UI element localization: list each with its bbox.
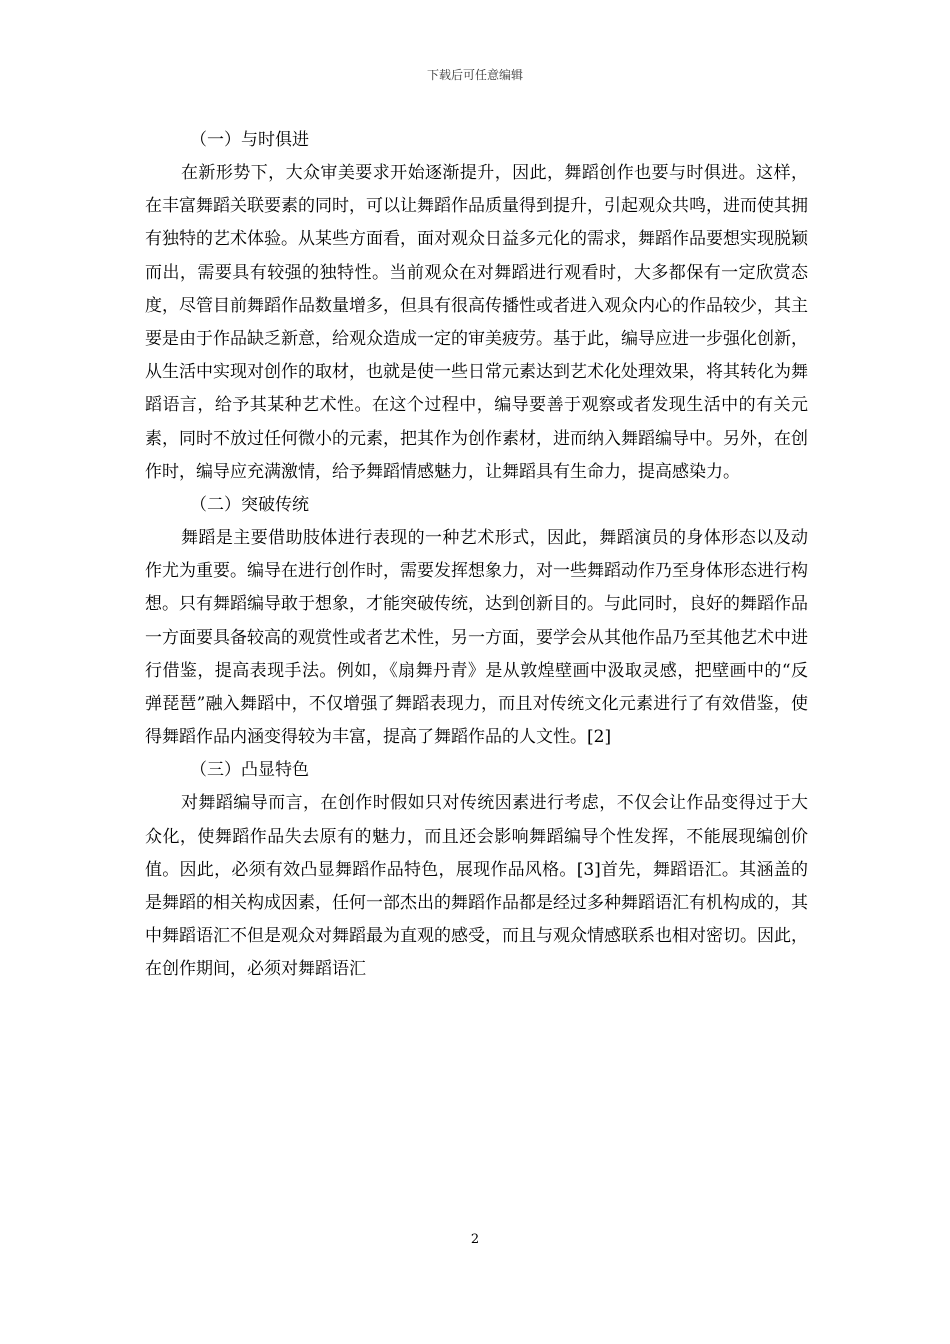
section-heading-1: （一）与时俱进 <box>190 130 309 150</box>
section-heading-3: （三）凸显特色 <box>190 760 309 781</box>
section-paragraph-3: 对舞蹈编导而言，在创作时假如只对传统因素进行考虑，不仅会让作品变得过于大众化，使舞蹈作品失去原有的魅力，而且还会影响舞蹈编导个性发挥，不能展现编创价值。因此，必须有效凸显舞蹈作品特色，展现作品风格。[3]首先，舞蹈语汇。其涵盖的是舞蹈的相关构成因素，任何一部杰出的舞蹈作品都是经过多种舞蹈语汇有机构成的，其中舞蹈语汇不但是观众对舞蹈最为直观的感受，而且与观众情感联系也相对密切。因此，在创作期间，必须对舞蹈语汇 <box>145 793 808 980</box>
page-header: 下载后可任意编辑 <box>426 68 523 82</box>
section-heading-2: （二）突破传统 <box>190 495 309 516</box>
section-paragraph-2: 舞蹈是主要借助肢体进行表现的一种艺术形式，因此，舞蹈演员的身体形态以及动作尤为重要。编导在进行创作时，需要发挥想象力，对一些舞蹈动作乃至身体形态进行构想。只有舞蹈编导敢于想象，才能突破传统，达到创新目的。与此同时，良好的舞蹈作品一方面要具备较高的观赏性或者艺术性，另一方面，要学会从其他作品乃至其他艺术中进行借鉴，提高表现手法。例如，《扇舞丹青》是从敦煌壁画中汲取灵感，把壁画中的“反弹琵琶”融入舞蹈中，不仅增强了舞蹈表现力，而且对传统文化元素进行了有效借鉴，使得舞蹈作品内涵变得较为丰富，提高了舞蹈作品的人文性。[2] <box>145 528 808 748</box>
page-number: 2 <box>470 1232 480 1247</box>
document-body <box>145 124 808 987</box>
section-paragraph-1: 在新形势下，大众审美要求开始逐渐提升，因此，舞蹈创作也要与时俱进。这样，在丰富舞蹈关联要素的同时，可以让舞蹈作品质量得到提升，引起观众共鸣，进而使其拥有独特的艺术体验。从某些方面看，面对观众日益多元化的需求，舞蹈作品要想实现脱颖而出，需要具有较强的独特性。当前观众在对舞蹈进行观看时，大多都保有一定欣赏态度，尽管目前舞蹈作品数量增多，但具有很高传播性或者进入观众内心的作品较少，其主要是由于作品缺乏新意，给观众造成一定的审美疲劳。基于此，编导应进一步强化创新，从生活中实现对创作的取材，也就是使一些日常元素达到艺术化处理效果，将其转化为舞蹈语言，给予其某种艺术性。在这个过程中，编导要善于观察或者发现生活中的有关元素，同时不放过任何微小的元素，把其作为创作素材，进而纳入舞蹈编导中。另外，在创作时，编导应充满激情，给予舞蹈情感魅力，让舞蹈具有生命力，提高感染力。 <box>145 163 808 482</box>
